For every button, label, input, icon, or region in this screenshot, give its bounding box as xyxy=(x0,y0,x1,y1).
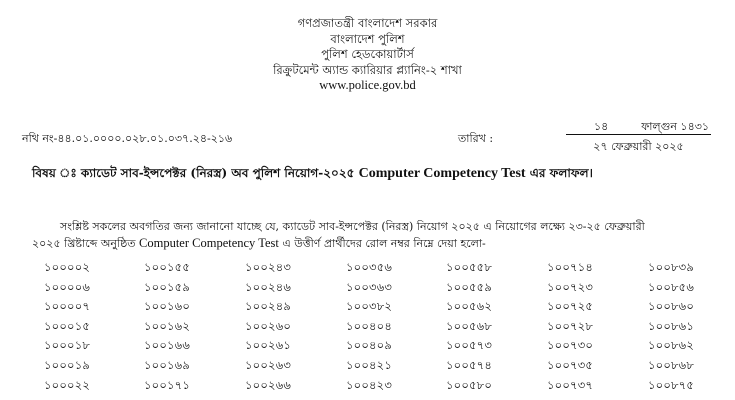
roll-number-table xyxy=(0,259,735,399)
roll-number: ১০০৪২১ xyxy=(346,358,393,372)
roll-number: ১০০৮৭৫ xyxy=(648,377,695,392)
roll-number: ১০০১৬২ xyxy=(144,318,191,333)
body-line-2-suffix: এ উত্তীর্ণ প্রার্থীদের রোল নম্বর নিম্নে দেয়া হলো- xyxy=(278,237,486,250)
headquarters-name: পুলিশ হেডকোয়ার্টার্স xyxy=(321,47,414,61)
government-title: গণপ্রজাতন্ত্রী বাংলাদেশ সরকার xyxy=(297,16,438,30)
date-block xyxy=(566,118,711,154)
notice-body xyxy=(32,218,712,252)
roll-number: ১০০০১৯ xyxy=(44,358,91,372)
bangla-date-month-year: ফাল্গুন ১৪৩১ xyxy=(641,120,709,133)
roll-number: ১০০৮৩৯ xyxy=(648,260,695,274)
roll-number: ১০০২৪৯ xyxy=(245,299,292,314)
roll-number: ১০০৭২৫ xyxy=(547,299,594,314)
roll-number: ১০০৮৫৬ xyxy=(648,279,695,294)
roll-number: ১০০৫৭৪ xyxy=(446,358,493,372)
roll-number: ১০০২৬১ xyxy=(245,338,292,353)
roll-number: ১০০৪০৯ xyxy=(346,338,393,353)
roll-number: ১০০৫৫৮ xyxy=(446,260,493,274)
roll-number: ১০০১৬৯ xyxy=(144,358,191,372)
roll-number: ১০০৩৬৩ xyxy=(346,279,393,294)
subject-english: Computer Competency Test xyxy=(358,166,526,181)
roll-row xyxy=(0,377,735,397)
subject-suffix: এর ফলাফল। xyxy=(525,166,593,180)
roll-number: ১০০১৭১ xyxy=(144,377,191,392)
roll-number: ১০০৫৮০ xyxy=(446,377,493,392)
roll-number: ১০০০২২ xyxy=(44,377,91,392)
roll-row xyxy=(0,337,735,357)
roll-row xyxy=(0,357,735,377)
roll-row xyxy=(0,298,735,318)
roll-number: ১০০৮৬০ xyxy=(648,299,695,314)
roll-number: ১০০৫৬৮ xyxy=(446,318,493,333)
roll-row xyxy=(0,318,735,338)
english-date: ২৭ ফেব্রুয়ারী ২০২৫ xyxy=(593,140,684,153)
letterhead xyxy=(0,16,735,94)
roll-number: ১০০৮৬১ xyxy=(648,318,695,333)
roll-number: ১০০৭১৪ xyxy=(547,260,594,274)
roll-number: ১০০০০২ xyxy=(44,260,91,274)
roll-number: ১০০৫৬২ xyxy=(446,299,493,314)
roll-number: ১০০২৬৬ xyxy=(245,377,292,392)
roll-number: ১০০৮৬২ xyxy=(648,338,695,353)
roll-number: ১০০৭৩০ xyxy=(547,338,594,353)
roll-number: ১০০৭৩৫ xyxy=(547,358,594,372)
roll-number: ১০০০১৮ xyxy=(44,338,91,353)
roll-number: ১০০৫৫৯ xyxy=(446,279,493,294)
bangla-date-day: ১৪ xyxy=(594,120,609,133)
website-url: www.police.gov.bd xyxy=(319,78,416,92)
roll-number: ১০০২৬০ xyxy=(245,318,292,333)
roll-number: ১০০৭৩৭ xyxy=(547,377,594,392)
roll-number: ১০০১৬০ xyxy=(144,299,191,314)
roll-number: ১০০৩৫৬ xyxy=(346,260,393,274)
roll-number: ১০০২৬৩ xyxy=(245,358,292,372)
subject-prefix: বিষয় ঃ ক্যাডেট সাব-ইন্সপেক্টর (নিরস্ত্র) অব পুলিশ নিয়োগ-২০২৫ xyxy=(32,166,359,180)
body-line-2-prefix: ২০২৫ খ্রিষ্টাব্দে অনুষ্ঠিত xyxy=(32,237,140,250)
roll-row xyxy=(0,259,735,279)
organization-name: বাংলাদেশ পুলিশ xyxy=(330,31,405,46)
roll-number: ১০০৪২৩ xyxy=(346,377,393,392)
roll-number: ১০০১৬৬ xyxy=(144,338,191,353)
body-line-2-english: Computer Competency Test xyxy=(139,236,279,250)
body-line-2 xyxy=(32,235,712,252)
roll-number: ১০০১৫৯ xyxy=(144,279,191,294)
roll-number: ১০০১৫৫ xyxy=(144,260,191,274)
date-label: তারিখ : xyxy=(458,132,494,145)
roll-row xyxy=(0,279,735,299)
roll-number: ১০০০০৭ xyxy=(44,299,91,314)
roll-number: ১০০৭২৩ xyxy=(547,279,594,294)
roll-number: ১০০২৪৬ xyxy=(245,279,292,294)
body-line-1: সংশ্লিষ্ট সকলের অবগতির জন্য জানানো যাচ্ছে যে, ক্যাডেট সাব-ইন্সপেক্টর (নিরস্ত্র) নিয়োগ ২০২৫ এ নিয়োগের লক্ষ্যে ২৩-২৫ ফেব্রুয়ারী xyxy=(60,220,645,233)
roll-number: ১০০৫৭৩ xyxy=(446,338,493,353)
roll-number: ১০০২৪৩ xyxy=(245,260,292,274)
branch-name: রিক্রুটমেন্ট অ্যান্ড ক্যারিয়ার প্ল্যানিং-২ শাখা xyxy=(273,62,462,77)
subject-line xyxy=(32,165,593,185)
bangla-date xyxy=(566,118,711,135)
memo-number: নথি নং-৪৪.০১.০০০০.০২৮.০১.০৩৭.২৪-২১৬ xyxy=(22,132,233,145)
roll-number: ১০০০০৬ xyxy=(44,279,91,294)
roll-number: ১০০০১৫ xyxy=(44,318,91,333)
roll-number: ১০০৪০৪ xyxy=(346,318,393,333)
roll-number: ১০০৮৬৮ xyxy=(648,358,695,372)
roll-number: ১০০৭২৮ xyxy=(547,318,594,333)
roll-number: ১০০৩৮২ xyxy=(346,299,393,314)
